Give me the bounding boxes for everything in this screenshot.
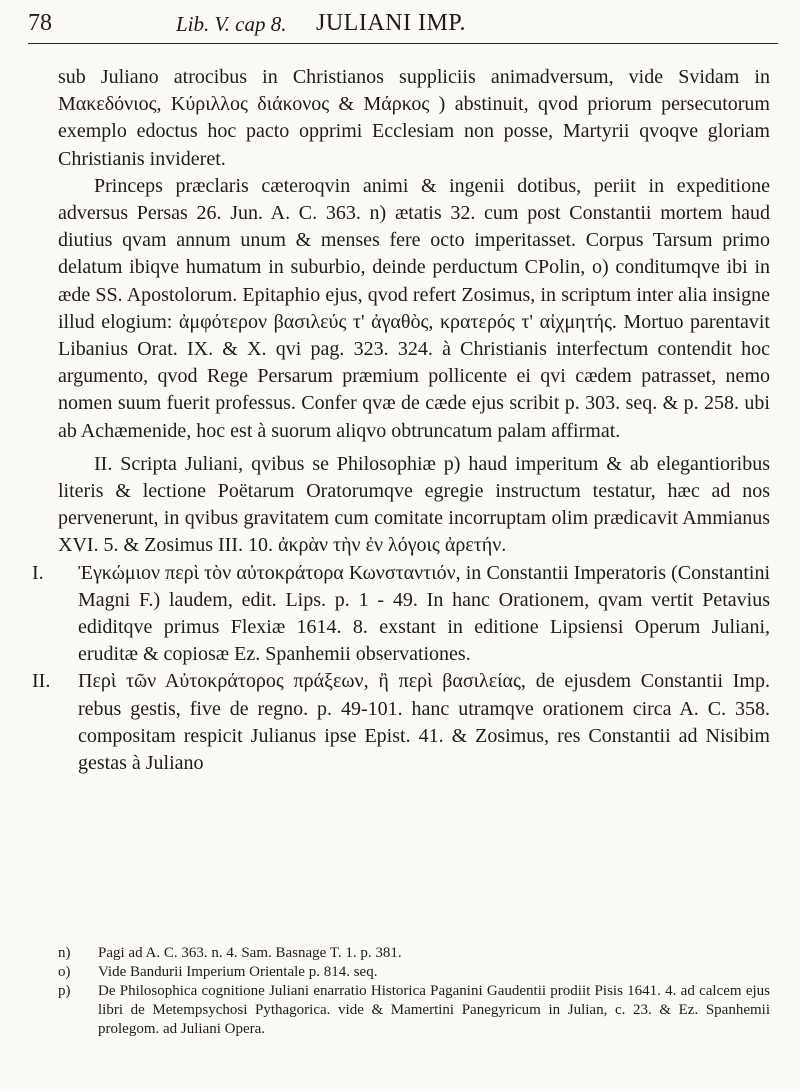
paragraph-julian-death: Princeps præclaris cæteroqvin animi & ingenii dotibus, periit in expeditione adversus Persas 26. Jun. A. C. 363. n) ætatis 32. cum post Constantii mortem haud diutius qvam annum unum & menses fere octo imperitasset. Corpus Tarsum primo delatum ibiqve humatum in suburbio, deinde perductum CPolin, o) conditumqve ibi in æde SS. Apostolorum. Epitaphio ejus, qvod refert Zosimus, in scriptum inter alia insigne illud elogium: ἀμφότερον βασιλεύς τ' ἀγαθὸς, κρατερός τ' αἰχμητής. Mortuo parentavit Libanius Orat. IX. & X. qvi pag. 323. 324. à Christianis interfectum contendit hoc argumento, qvod Rege Persarum præmium pollicente ei qvi cædem patrasset, nemo nomen suum fuerit professus. Confer qvæ de cæde ejus scribit p. 303. seq. & p. 258. ubi ab Achæmenide, hoc est à suorum aliqvo obtruncatum palam affirmat. bbox=[58, 174, 770, 442]
item-number: I. bbox=[32, 561, 44, 584]
footnote bbox=[58, 982, 770, 1039]
list-item bbox=[32, 560, 770, 669]
running-head: Lib. V. cap 8. bbox=[176, 12, 287, 36]
footnote-mark: n) bbox=[58, 945, 71, 961]
page-header bbox=[28, 8, 778, 44]
main-text bbox=[32, 64, 770, 777]
footnote-mark: o) bbox=[58, 964, 71, 980]
header-title: JULIANI IMP. bbox=[316, 10, 466, 36]
list-item bbox=[32, 668, 770, 777]
item-number: II. bbox=[32, 670, 51, 693]
footnote-text: Vide Bandurii Imperium Orientale p. 814. seq. bbox=[98, 964, 378, 980]
footnote bbox=[58, 963, 770, 982]
header-rule bbox=[28, 43, 778, 44]
footnote-text: Pagi ad A. C. 363. n. 4. Sam. Basnage T. 1. p. 381. bbox=[98, 945, 402, 961]
footnote-text: De Philosophica cognitione Juliani enarratio Historica Paganini Gaudentii prodiit Pisis 1641. 4. ad calcem ejus libri de Metempsychosi Pythagorica. vide & Mamertini Panegyricum in Julian, c. 23. & Ez. Spanhemii prolegom. ad Juliani Opera. bbox=[98, 983, 770, 1037]
item-text: Ἐγκώμιον περὶ τὸν αὐτοκράτορα Κωνσταντιόν, in Constantii Imperatoris (Constantini Magni F.) laudem, edit. Lips. p. 1 - 49. In hanc Orationem, qvam vertit Petavius ediditqve primus Flexiæ 1614. 8. exstant in editione Lipsiensi Operum Juliani, eruditæ & copiosæ Ez. Spanhemii observationes. bbox=[78, 561, 770, 666]
paragraph-scripta: II. Scripta Juliani, qvibus se Philosophiæ p) haud imperitum & ab elegantioribus literis & lectione Poëtarum Oratorumqve egregie instructum testatur, hæc ad nos pervenerunt, in qvibus gravitatem cum comitate incorruptam olim prædicavit Ammianus XVI. 5. & Zosimus III. 10. ἀκρὰν τὴν ἐν λόγοις ἀρετήν. bbox=[58, 452, 770, 557]
footnotes bbox=[58, 944, 770, 1039]
paragraph-continuation: sub Juliano atrocibus in Christianos suppliciis animadversum, vide Svidam in Μακεδόνιος, Κύριλλος διάκονος & Μάρκος ) abstinuit, qvod priorum persecutorum exemplo edoctus hoc pacto opprimi Ecclesiam non posse, Martyrii qvoqve gloriam Christianis invideret. bbox=[58, 66, 770, 170]
page-number: 78 bbox=[28, 10, 52, 36]
footnote bbox=[58, 944, 770, 963]
footnote-mark: p) bbox=[58, 983, 71, 999]
item-text: Περὶ τῶν Αὐτοκράτορος πράξεων, ἢ περὶ βασιλείας, de ejusdem Constantii Imp. rebus gestis, five de regno. p. 49-101. hanc utramqve orationem circa A. C. 358. compositam respicit Julianus ipse Epist. 41. & Zosimus, res Constantii ad Nisibim gestas à Juliano bbox=[78, 670, 770, 775]
